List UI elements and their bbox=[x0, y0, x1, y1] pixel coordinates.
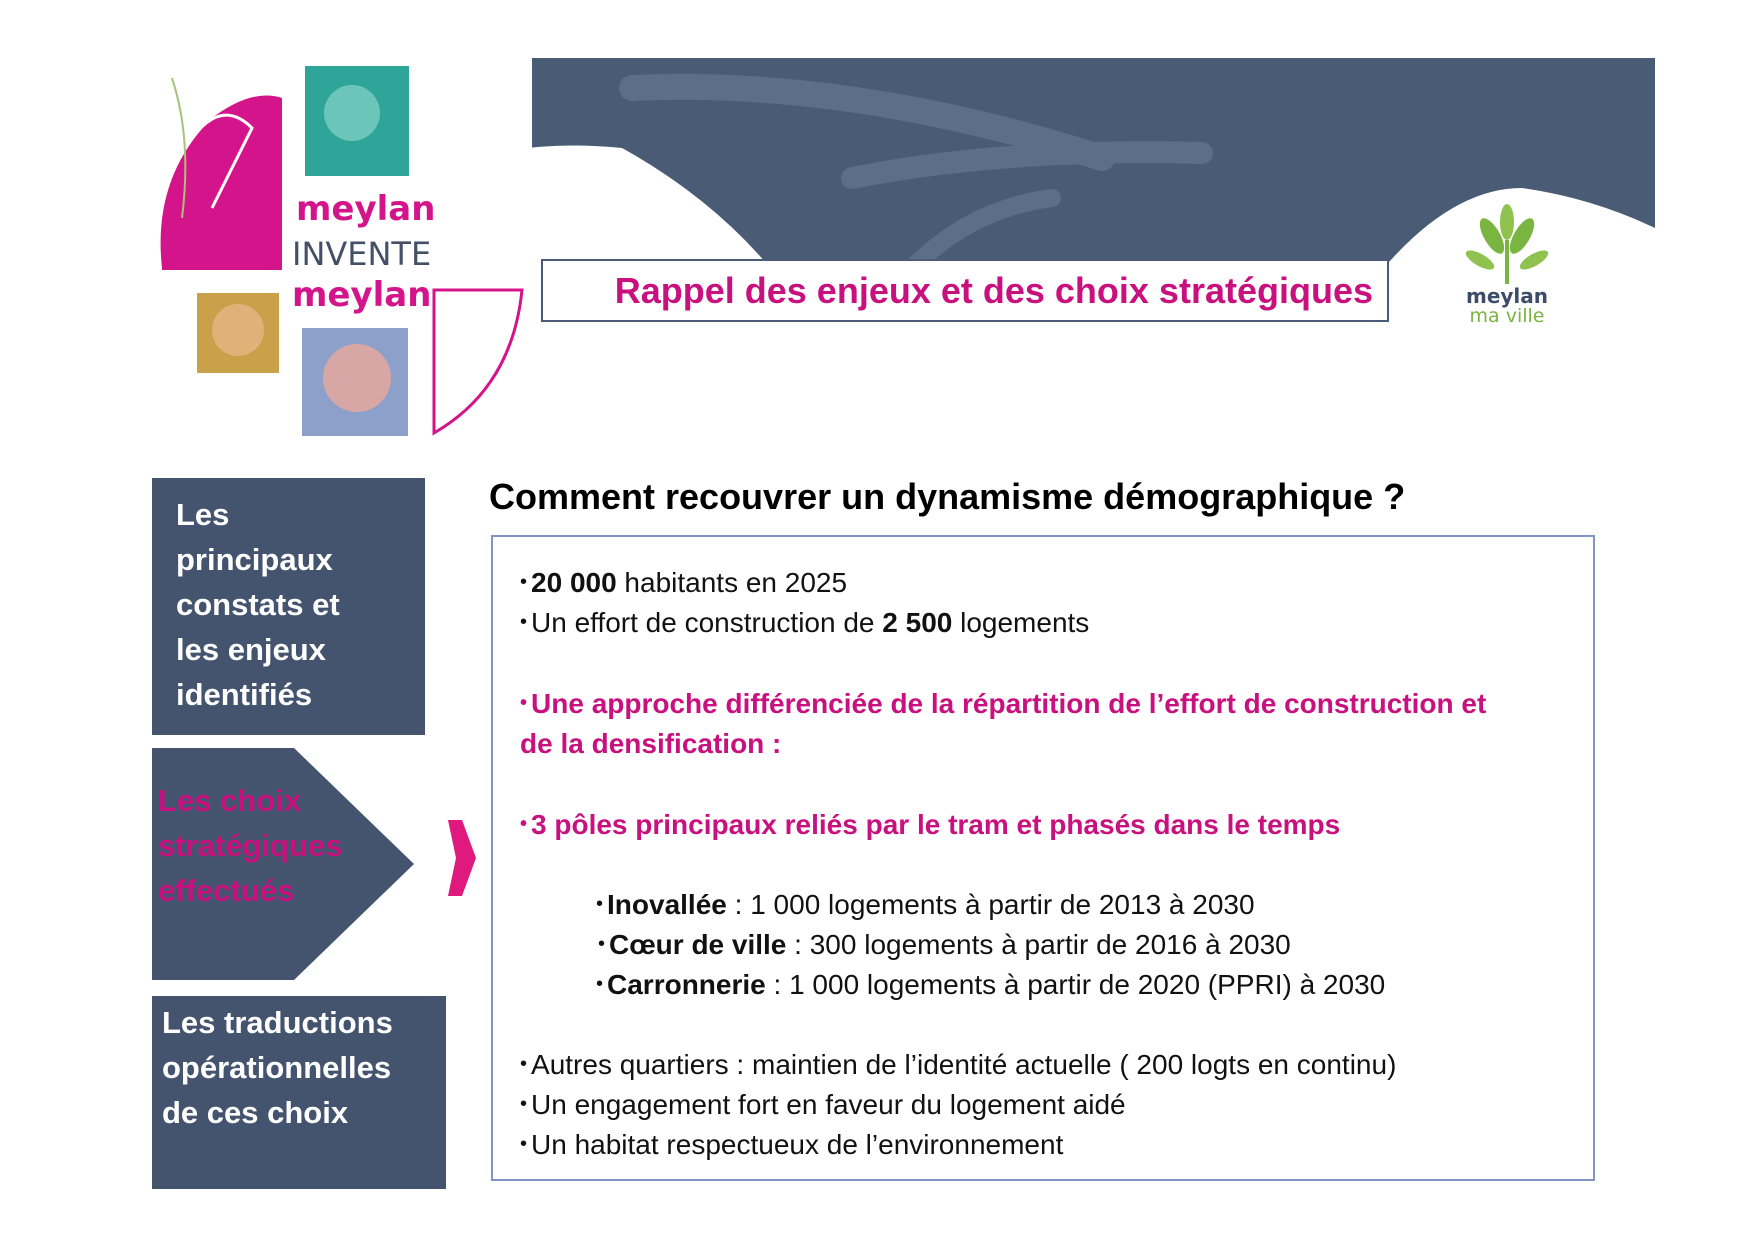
logo-meylan-top-text: meylan bbox=[296, 189, 436, 229]
nav-item-choix-line: stratégiques bbox=[158, 828, 343, 863]
section-heading: Comment recouvrer un dynamisme démographique ? bbox=[489, 476, 1406, 517]
nav-item-traductions-line: Les traductions bbox=[162, 1005, 393, 1040]
nav-item-constats-line: constats et bbox=[176, 587, 340, 622]
logo-meylan-bottom-text: meylan bbox=[292, 275, 432, 315]
bullet-line-population: • 20 000 habitants en 2025 bbox=[520, 567, 848, 598]
logo-invente-text: INVENTE bbox=[292, 235, 432, 273]
nav-item-traductions-line: de ces choix bbox=[162, 1095, 349, 1130]
bullet-line-approche: • Une approche différenciée de la répartition de l’effort de construction et bbox=[520, 688, 1487, 719]
nav-item-choix-line: Les choix bbox=[158, 783, 301, 818]
pointer-arrow-icon bbox=[448, 808, 476, 908]
nav-item-constats-line: identifiés bbox=[176, 677, 313, 712]
bullet-line-approche-cont: de la densification : bbox=[520, 728, 782, 759]
nav-item-constats[interactable] bbox=[152, 478, 425, 735]
bullet-line-environnement: • Un habitat respectueux de l’environnement bbox=[520, 1129, 1064, 1160]
nav-item-traductions-line: opérationnelles bbox=[162, 1050, 392, 1085]
nav-item-choix-active[interactable] bbox=[152, 748, 414, 980]
title-box bbox=[541, 259, 1389, 322]
nav-item-choix-line: effectués bbox=[158, 873, 295, 908]
nav-item-constats-line: les enjeux bbox=[176, 632, 326, 667]
logo-re-text: RÉ bbox=[198, 208, 281, 281]
page-title: Rappel des enjeux et des choix stratégiques bbox=[614, 269, 1373, 311]
bullet-line-construction: • Un effort de construction de 2 500 logements bbox=[520, 607, 1090, 638]
sub-bullet-inovallee: • Inovallée : 1 000 logements à partir de 2013 à 2030 bbox=[596, 889, 1255, 920]
brand-name: meylan bbox=[1465, 284, 1549, 308]
meylan-brand-logo bbox=[1452, 200, 1562, 330]
nav-item-constats-line: principaux bbox=[176, 542, 333, 577]
sub-bullet-coeur-de-ville: • Cœur de ville : 300 logements à partir de 2016 à 2030 bbox=[598, 929, 1291, 960]
brand-tagline: ma ville bbox=[1469, 305, 1545, 327]
sub-bullet-carronnerie: • Carronnerie : 1 000 logements à partir de 2020 (PPRI) à 2030 bbox=[596, 969, 1386, 1000]
bullet-line-quartiers: • Autres quartiers : maintien de l’identité actuelle ( 200 logts en continu) bbox=[520, 1049, 1397, 1080]
nav-item-traductions[interactable] bbox=[152, 996, 446, 1189]
nav-item-constats-line: Les bbox=[176, 497, 230, 532]
bullet-line-poles: • 3 pôles principaux reliés par le tram et phasés dans le temps bbox=[520, 809, 1341, 840]
bullet-line-logement-aide: • Un engagement fort en faveur du logement aidé bbox=[520, 1089, 1126, 1120]
leaf-icon bbox=[1452, 200, 1562, 286]
